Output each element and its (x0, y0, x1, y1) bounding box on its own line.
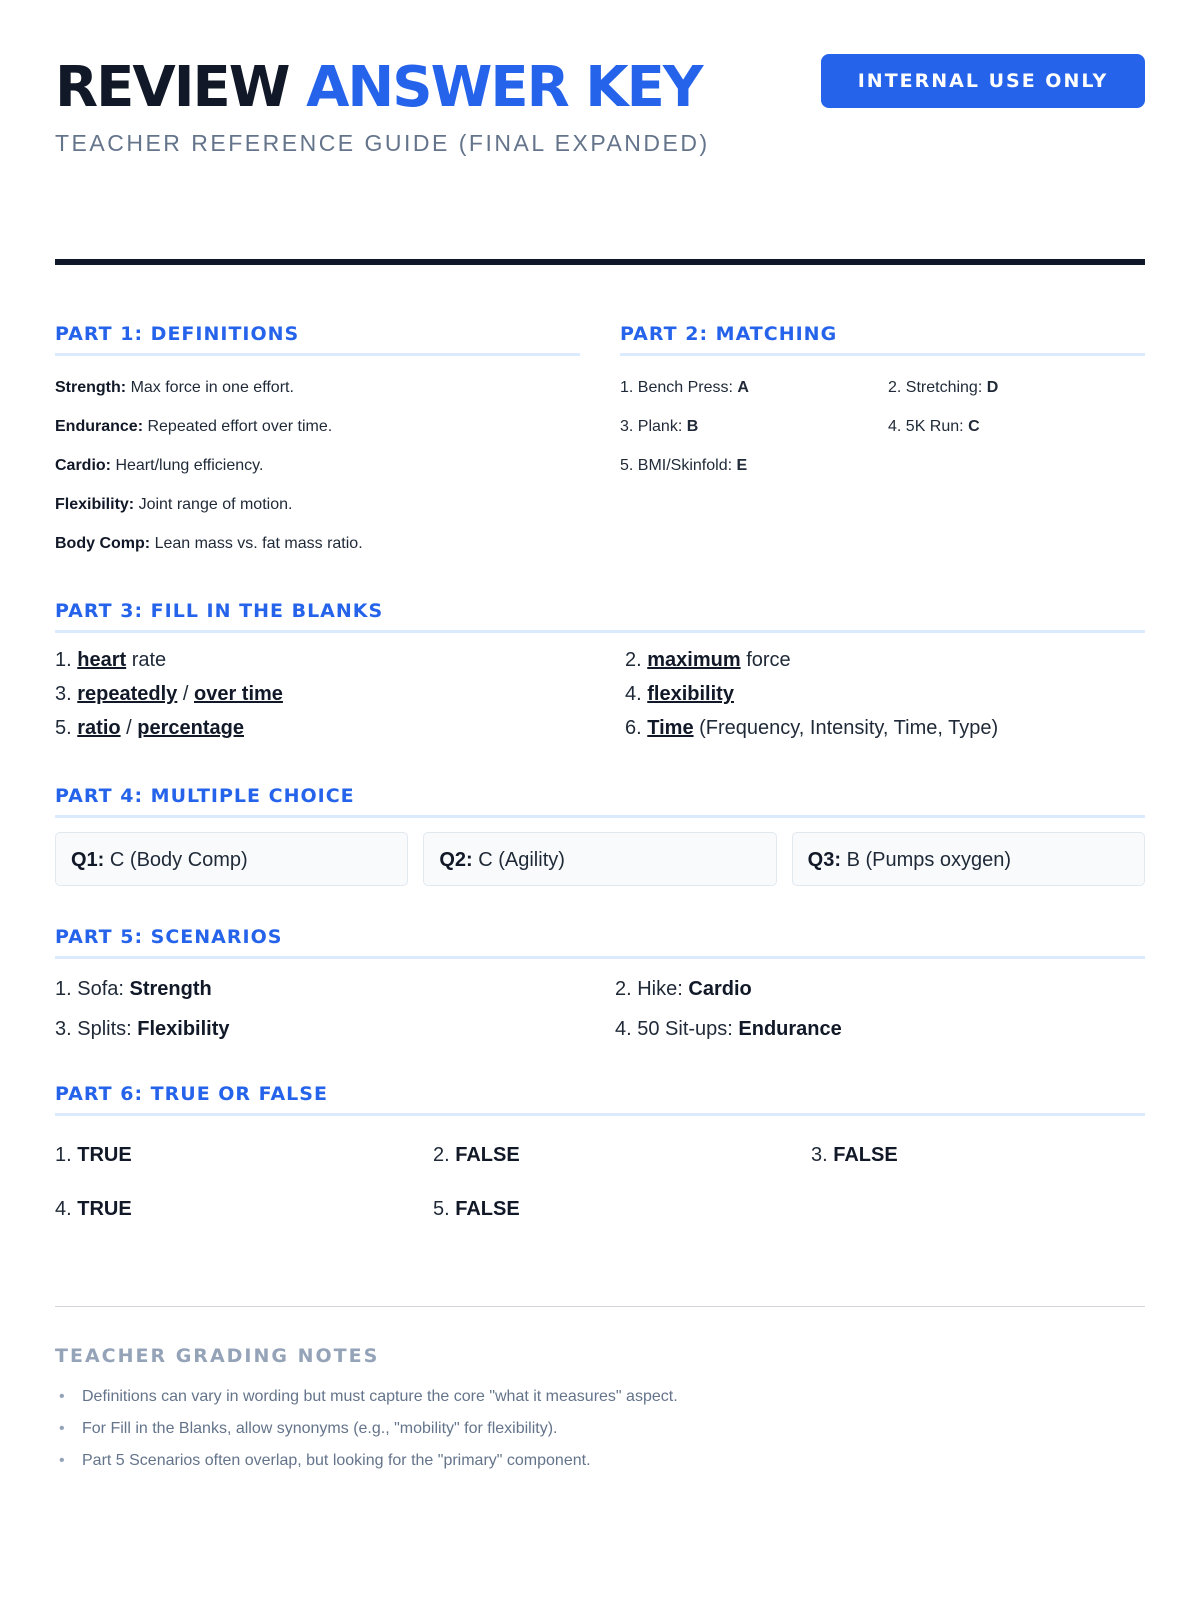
definition-item (55, 485, 580, 524)
title-main: REVIEW (55, 55, 289, 120)
blank-answer: Time (647, 717, 694, 739)
definition-item (55, 368, 580, 407)
blank-item (625, 677, 1165, 711)
note-item: • Part 5 Scenarios often overlap, but looking for the "primary" component. (55, 1445, 1145, 1477)
part6-true-or-false (55, 1083, 1145, 1236)
definition-text: Repeated effort over time. (147, 418, 333, 435)
matching-answer: B (686, 418, 699, 435)
definition-term: Strength: (55, 379, 127, 396)
mc-question: Q1: (71, 849, 105, 871)
blank-answer: flexibility (647, 683, 734, 705)
blank-answer: ratio (77, 717, 121, 739)
scenario-label: 4. 50 Sit-ups: (615, 1018, 733, 1040)
note-item: • For Fill in the Blanks, allow synonyms (e.g., "mobility" for flexibility). (55, 1413, 1145, 1445)
internal-use-badge: INTERNAL USE ONLY (821, 54, 1145, 108)
part6-title: PART 6: TRUE OR FALSE (55, 1083, 1145, 1116)
blank-number: 2. (625, 649, 642, 671)
definition-text: Max force in one effort. (130, 379, 294, 396)
tf-item (55, 1182, 433, 1236)
parts-1-2-row (55, 323, 1145, 563)
matching-answer: C (968, 418, 980, 435)
blank-separator: / (126, 717, 132, 739)
definition-item (55, 524, 580, 563)
definition-term: Endurance: (55, 418, 144, 435)
scenario-item (615, 969, 1165, 1009)
mc-answer-card (423, 832, 776, 886)
scenario-answer: Flexibility (137, 1018, 230, 1040)
multiple-choice-list (55, 832, 1145, 886)
matching-item (888, 407, 1145, 446)
mc-question: Q2: (439, 849, 473, 871)
note-item: • Definitions can vary in wording but must capture the core "what it measures" aspect. (55, 1381, 1145, 1413)
definition-item (55, 446, 580, 485)
blank-answer-alt: over time (194, 683, 283, 705)
blank-number: 6. (625, 717, 642, 739)
scenario-answer: Endurance (738, 1018, 842, 1040)
part2-title: PART 2: MATCHING (620, 323, 1145, 356)
matching-label: 4. 5K Run: (888, 418, 964, 435)
definition-term: Cardio: (55, 457, 111, 474)
blank-item (55, 677, 625, 711)
scenario-label: 2. Hike: (615, 978, 683, 1000)
true-false-list (55, 1128, 1145, 1236)
definition-text: Lean mass vs. fat mass ratio. (154, 535, 363, 552)
part4-multiple-choice (55, 785, 1145, 886)
blank-context: rate (131, 649, 167, 671)
matching-item (620, 368, 888, 407)
matching-item (620, 446, 888, 485)
mc-answer: C (Body Comp) (109, 849, 248, 871)
blank-number: 1. (55, 649, 72, 671)
mc-answer: B (Pumps oxygen) (846, 849, 1012, 871)
blank-number: 3. (55, 683, 72, 705)
mc-question: Q3: (807, 849, 841, 871)
title-accent: ANSWER KEY (306, 55, 702, 120)
tf-number: 4. (55, 1198, 72, 1220)
matching-label: 1. Bench Press: (620, 379, 733, 396)
scenario-answer: Strength (129, 978, 212, 1000)
definition-term: Flexibility: (55, 496, 135, 513)
part2-matching (620, 323, 1145, 563)
part1-definitions (55, 323, 580, 563)
tf-answer: TRUE (77, 1144, 132, 1166)
blank-item (55, 711, 625, 745)
blank-context: force (746, 649, 791, 671)
mc-answer-card (792, 832, 1145, 886)
matching-list (620, 368, 1145, 485)
matching-answer: D (986, 379, 999, 396)
blank-item (625, 711, 1165, 745)
notes-title: TEACHER GRADING NOTES (55, 1345, 380, 1367)
scenario-item (55, 969, 615, 1009)
definitions-list (55, 368, 580, 563)
tf-number: 1. (55, 1144, 72, 1166)
scenarios-list (55, 969, 1145, 1049)
scenario-item (55, 1009, 615, 1049)
scenario-item (615, 1009, 1165, 1049)
part4-title: PART 4: MULTIPLE CHOICE (55, 785, 1145, 818)
blank-number: 4. (625, 683, 642, 705)
part1-title: PART 1: DEFINITIONS (55, 323, 580, 356)
notes-list (55, 1381, 1145, 1477)
tf-item (811, 1128, 1165, 1182)
mc-answer: C (Agility) (478, 849, 565, 871)
teacher-grading-notes (55, 1345, 1145, 1477)
part3-title: PART 3: FILL IN THE BLANKS (55, 600, 1145, 633)
tf-number: 2. (433, 1144, 450, 1166)
notes-divider (55, 1306, 1145, 1307)
definition-item (55, 407, 580, 446)
blank-item (625, 643, 1165, 677)
part5-title: PART 5: SCENARIOS (55, 926, 1145, 959)
scenario-label: 1. Sofa: (55, 978, 124, 1000)
part3-fill-in-the-blanks (55, 600, 1145, 745)
tf-item (55, 1128, 433, 1182)
mc-answer-card (55, 832, 408, 886)
blank-answer: repeatedly (77, 683, 178, 705)
blank-number: 5. (55, 717, 72, 739)
tf-answer: FALSE (833, 1144, 898, 1166)
blank-answer: maximum (647, 649, 741, 671)
part5-scenarios (55, 926, 1145, 1049)
blanks-list (55, 643, 1145, 745)
matching-item (888, 368, 1145, 407)
matching-item (620, 407, 888, 446)
definition-text: Heart/lung efficiency. (115, 457, 264, 474)
tf-answer: FALSE (455, 1198, 520, 1220)
blank-item (55, 643, 625, 677)
tf-item (433, 1128, 811, 1182)
matching-label: 2. Stretching: (888, 379, 983, 396)
scenario-label: 3. Splits: (55, 1018, 132, 1040)
blank-answer-alt: percentage (137, 717, 244, 739)
tf-number: 3. (811, 1144, 828, 1166)
tf-answer: TRUE (77, 1198, 132, 1220)
matching-answer: E (736, 457, 748, 474)
tf-answer: FALSE (455, 1144, 520, 1166)
tf-number: 5. (433, 1198, 450, 1220)
blank-separator: / (182, 683, 189, 705)
blank-answer: heart (77, 649, 127, 671)
definition-term: Body Comp: (55, 535, 151, 552)
tf-item (433, 1182, 811, 1236)
page-header (55, 0, 1145, 206)
matching-label: 5. BMI/Skinfold: (620, 457, 733, 474)
header-divider (55, 259, 1145, 265)
definition-text: Joint range of motion. (138, 496, 293, 513)
matching-label: 3. Plank: (620, 418, 683, 435)
scenario-answer: Cardio (688, 978, 752, 1000)
page-subtitle: TEACHER REFERENCE GUIDE (FINAL EXPANDED) (55, 130, 710, 156)
blank-context: (Frequency, Intensity, Time, Type) (699, 717, 999, 739)
matching-answer: A (737, 379, 749, 396)
